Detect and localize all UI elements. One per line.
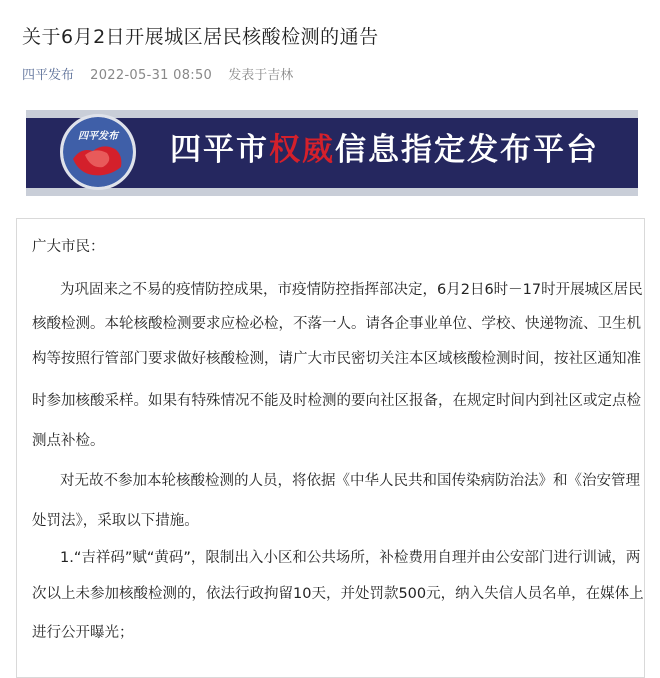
paragraph-line: 核酸检测。本轮核酸检测要求应检必检，不落一人。请各企事业单位、学校、快递物流、卫生机: [32, 316, 641, 332]
author-link[interactable]: 四平发布: [22, 68, 75, 83]
publish-location: 发表于吉林: [228, 68, 294, 83]
banner-title-part2: 信息指定发布平台: [335, 132, 599, 168]
paragraph-line: 测点补检。: [32, 433, 105, 449]
paragraph-line: 处罚法》，采取以下措施。: [32, 513, 199, 529]
paragraph-line: 进行公开曝光；: [32, 625, 134, 641]
paragraph-line: 对无故不参加本轮核酸检测的人员，将依据《中华人民共和国传染病防治法》和《治安管理: [60, 473, 640, 489]
article-title: 关于6月2日开展城区居民核酸检测的通告: [22, 26, 379, 48]
banner-title: [170, 124, 599, 169]
banner-image: [26, 110, 638, 196]
paragraph-line: 构等按照行管部门要求做好核酸检测，请广大市民密切关注本区域核酸检测时间，按社区通知准: [32, 351, 641, 367]
paragraph-line: 1.“吉祥码”赋“黄码”，限制出入小区和公共场所，补检费用自理并由公安部门进行训诫，两: [60, 550, 641, 566]
article-meta: [22, 64, 293, 83]
paragraph-line: 时参加核酸采样。如果有特殊情况不能及时检测的要向社区报备，在规定时间内到社区或定点检: [32, 393, 641, 409]
salutation: 广大市民：: [32, 239, 105, 255]
siping-logo-icon: [60, 114, 136, 190]
banner-title-part1: 四平市: [170, 132, 269, 168]
paragraph-line: 次以上未参加核酸检测的，依法行政拘留10天，并处罚款500元，纳入失信人员名单，在媒体上: [32, 586, 644, 602]
publish-datetime: 2022-05-31 08:50: [90, 68, 213, 83]
svg-text:四平发布: 四平发布: [78, 131, 118, 142]
paragraph-line: 为巩固来之不易的疫情防控成果，市疫情防控指挥部决定，6月2日6时－17时开展城区居民: [60, 282, 643, 298]
banner-title-accent: 权威: [269, 132, 335, 168]
